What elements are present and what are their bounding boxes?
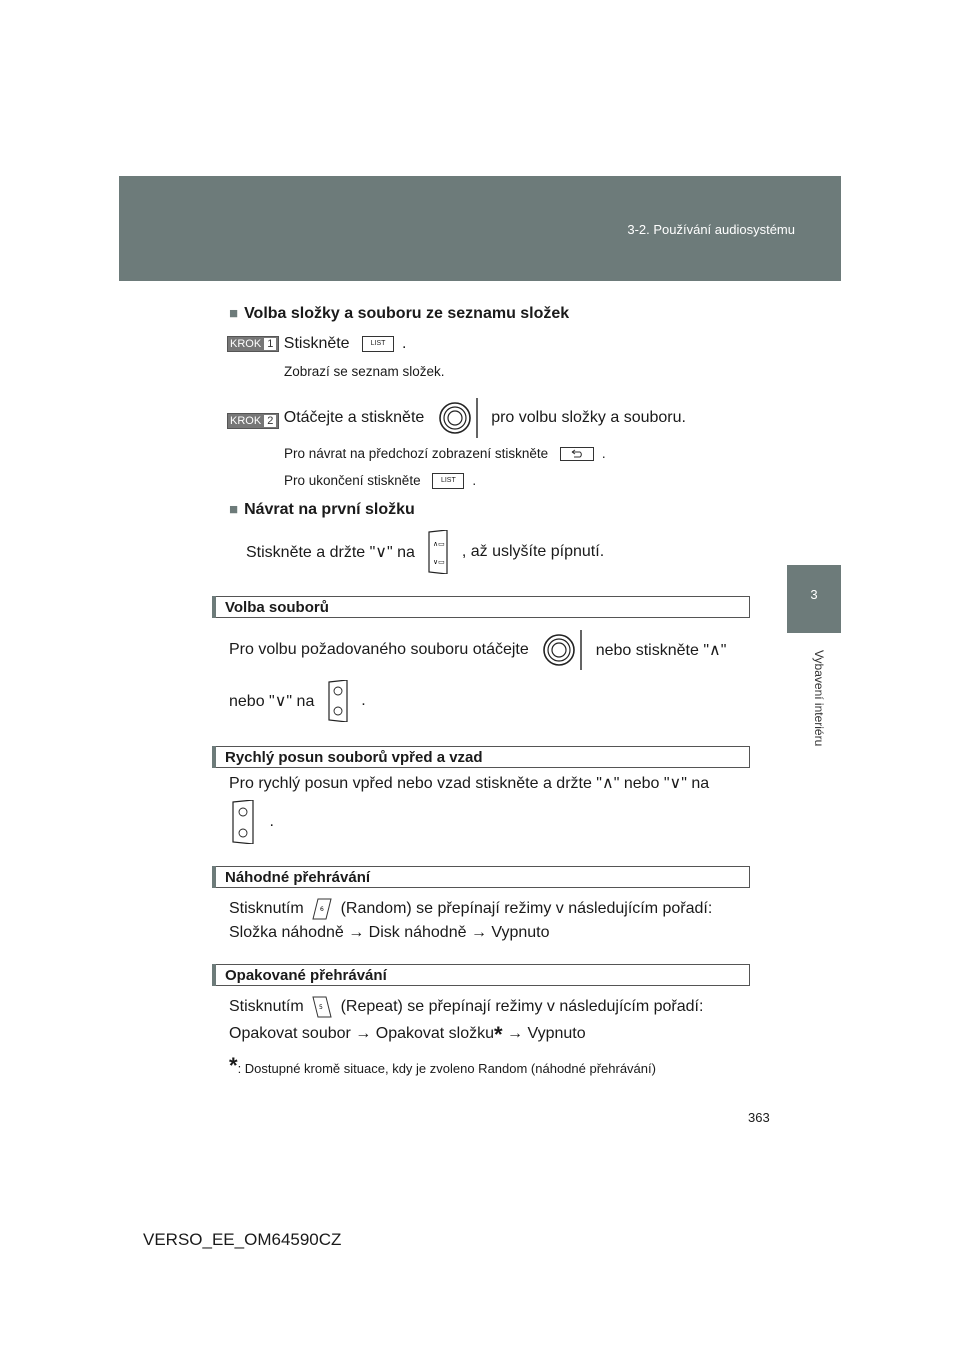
repeat-text1: Stisknutím — [229, 998, 304, 1016]
repeat-text3: Opakovat soubor → Opakovat složku — [229, 1025, 495, 1042]
file-select-period: . — [361, 692, 366, 709]
section-title: 3-2. Používání audiosystému — [627, 222, 795, 237]
step-badge-label: KROK — [230, 415, 262, 428]
step-1-note: Zobrazí se seznam složek. — [284, 364, 445, 379]
section-file-select-title: Volba souborů — [225, 599, 329, 616]
fast-seek-line1: Pro rychlý posun vpřed nebo vzad stiskněte a držte "∧" nebo "∨" na — [229, 775, 710, 792]
step-badge-number: 2 — [264, 415, 276, 427]
step-badge — [227, 336, 279, 352]
section-random — [212, 866, 750, 888]
svg-text:∨▭: ∨▭ — [433, 558, 446, 566]
seek-up-down-switch-icon — [229, 800, 259, 844]
chapter-title: Vybavení interiéru — [812, 650, 826, 747]
footnote-star: * — [229, 1053, 238, 1078]
step-badge-label: KROK — [230, 337, 262, 350]
step-2 — [227, 396, 686, 438]
repeat-line2 — [229, 1022, 586, 1048]
tune-knob-icon — [435, 396, 481, 440]
header-band — [119, 176, 841, 281]
repeat-button-icon — [312, 996, 332, 1018]
folder-heading-text: Volba složky a souboru ze seznamu složek — [244, 305, 570, 322]
back-button-icon — [560, 447, 594, 461]
random-line1 — [229, 898, 712, 920]
tune-knob-icon — [539, 628, 585, 672]
file-select-text3: nebo "∨" na — [229, 693, 315, 710]
repeat-text2: (Repeat) se přepínají režimy v následujícím pořadí: — [340, 998, 704, 1016]
fast-seek-period: . — [269, 813, 274, 830]
file-select-text1: Pro volbu požadovaného souboru otáčejte — [229, 641, 529, 658]
file-select-line1 — [229, 628, 749, 672]
section-random-title: Náhodné přehrávání — [225, 869, 371, 886]
step-badge — [227, 413, 279, 429]
first-folder-heading-text: Návrat na první složku — [244, 501, 415, 518]
folder-heading — [229, 305, 569, 323]
section-repeat-title: Opakované přehrávání — [225, 967, 387, 984]
page-number: 363 — [748, 1110, 770, 1125]
step-1 — [227, 335, 406, 353]
folder-up-down-switch-icon — [425, 530, 451, 574]
list-button-icon: LIST — [432, 473, 464, 489]
chapter-number: 3 — [810, 587, 818, 602]
first-folder-text-before: Stiskněte a držte "∨" na — [246, 544, 415, 561]
file-select-line2 — [229, 680, 366, 724]
section-fast-seek-title: Rychlý posun souborů vpřed a vzad — [225, 749, 483, 766]
step-2-text: Otáčejte a stiskněte — [283, 409, 425, 427]
note-exit-text: Pro ukončení stiskněte — [284, 473, 421, 488]
square-bullet-icon: ■ — [229, 305, 239, 322]
seek-up-down-switch-icon — [325, 680, 351, 722]
step-badge-number: 1 — [264, 338, 276, 350]
step-1-text: Stiskněte — [283, 335, 350, 352]
first-folder-heading — [229, 501, 415, 519]
square-bullet-icon: ■ — [229, 501, 239, 518]
file-select-text2: nebo stiskněte "∧" — [595, 642, 727, 659]
chapter-tab — [787, 565, 841, 633]
first-folder-text-after: , až uslyšíte pípnutí. — [461, 543, 605, 560]
footnote-star-icon: * — [494, 1022, 503, 1047]
first-folder-text — [246, 530, 604, 576]
random-button-icon — [312, 898, 332, 920]
step-2-note-back — [284, 446, 606, 461]
note-back-period: . — [601, 446, 606, 461]
section-repeat — [212, 964, 750, 986]
svg-text:5: 5 — [319, 1004, 323, 1011]
section-fast-seek — [212, 746, 750, 768]
step-2-note-exit — [284, 473, 476, 489]
note-back-text: Pro návrat na předchozí zobrazení stiskněte — [284, 446, 549, 461]
section-file-select — [212, 596, 750, 618]
svg-text:6: 6 — [320, 906, 324, 913]
random-text2: (Random) se přepínají režimy v následujícím pořadí: — [340, 900, 713, 918]
note-exit-period: . — [472, 473, 477, 488]
list-button-icon: LIST — [362, 336, 394, 352]
fast-seek-line2 — [229, 800, 274, 844]
document-code: VERSO_EE_OM64590CZ — [143, 1230, 342, 1249]
footnote-text: : Dostupné kromě situace, kdy je zvoleno Random (náhodné přehrávání) — [237, 1061, 656, 1076]
step-1-period: . — [402, 335, 407, 352]
random-line2: Složka náhodně → Disk náhodně → Vypnuto — [229, 924, 550, 941]
repeat-line1 — [229, 996, 703, 1018]
repeat-text4: → Vypnuto — [507, 1025, 586, 1042]
step-2-text-after: pro volbu složky a souboru. — [491, 409, 686, 427]
random-text1: Stisknutím — [229, 900, 304, 918]
svg-text:∧▭: ∧▭ — [433, 540, 446, 548]
footnote — [229, 1053, 656, 1079]
